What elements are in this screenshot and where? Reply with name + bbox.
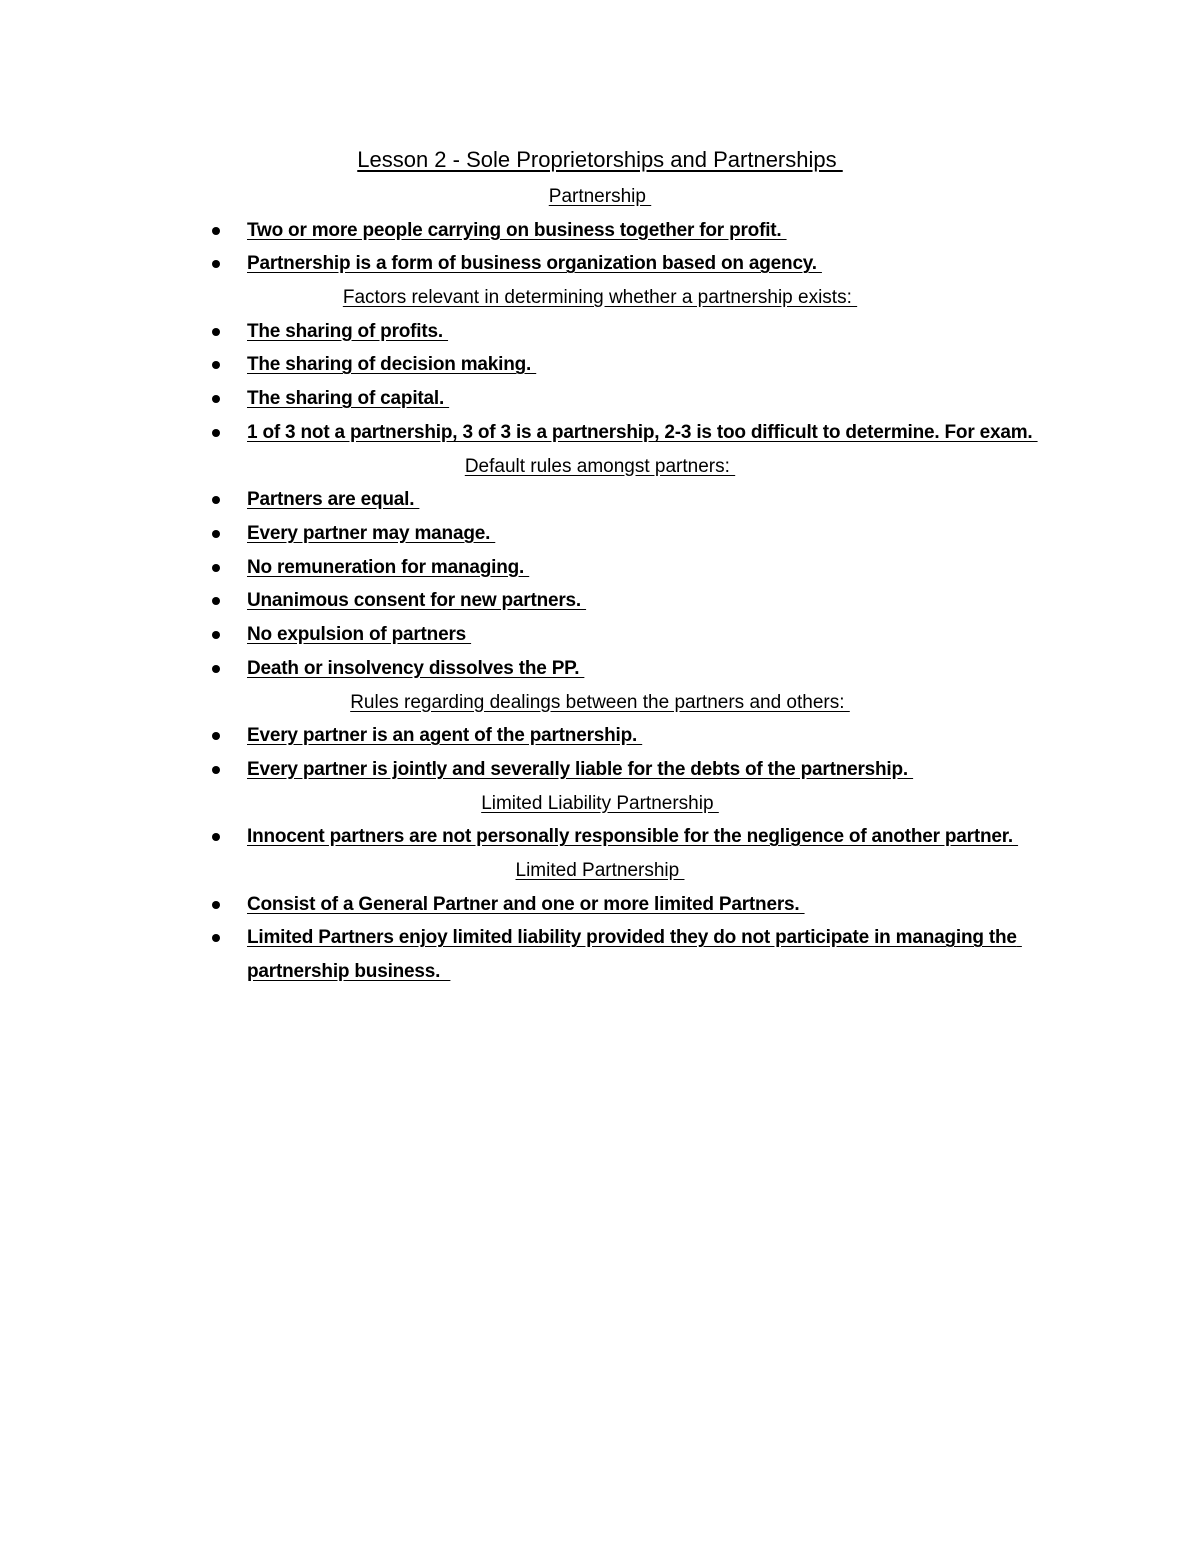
page-title: Lesson 2 - Sole Proprietorships and Partnerships <box>357 147 843 172</box>
list-item: The sharing of profits. <box>0 315 1200 349</box>
bullet-icon <box>212 564 220 572</box>
bullet-list-default-rules <box>0 483 1200 685</box>
bullet-icon <box>212 766 220 774</box>
bullet-icon <box>212 361 220 369</box>
bullet-icon <box>212 395 220 403</box>
bullet-list-dealings <box>0 719 1200 786</box>
list-item: Death or insolvency dissolves the PP. <box>0 652 1200 686</box>
list-item: Innocent partners are not personally responsible for the negligence of another partner. <box>0 820 1200 854</box>
bullet-list-lp <box>0 888 1200 989</box>
section-heading-default-rules: Default rules amongst partners: <box>464 455 736 477</box>
list-item: No expulsion of partners <box>0 618 1200 652</box>
bullet-icon <box>212 496 220 504</box>
list-item: Every partner may manage. <box>0 517 1200 551</box>
bullet-icon <box>212 665 220 673</box>
bullet-icon <box>212 833 220 841</box>
bullet-icon <box>212 732 220 740</box>
bullet-icon <box>212 597 220 605</box>
bullet-icon <box>212 631 220 639</box>
bullet-icon <box>212 260 220 268</box>
section-heading-factors: Factors relevant in determining whether a partnership exists: <box>342 287 858 309</box>
bullet-icon <box>212 328 220 336</box>
list-item: Partners are equal. <box>0 483 1200 517</box>
list-item: No remuneration for managing. <box>0 551 1200 585</box>
list-item: 1 of 3 not a partnership, 3 of 3 is a partnership, 2-3 is too difficult to determine. For exam. <box>0 416 1200 450</box>
section-heading-dealings: Rules regarding dealings between the partners and others: <box>350 691 850 713</box>
bullet-icon <box>212 901 220 909</box>
bullet-list-partnership <box>0 214 1200 281</box>
list-item: Limited Partners enjoy limited liability provided they do not participate in managing the partnership business. <box>0 921 1200 988</box>
list-item: Consist of a General Partner and one or more limited Partners. <box>0 888 1200 922</box>
list-item: Unanimous consent for new partners. <box>0 584 1200 618</box>
bullet-list-factors <box>0 315 1200 450</box>
bullet-list-llp <box>0 820 1200 854</box>
list-item: Every partner is an agent of the partnership. <box>0 719 1200 753</box>
list-item: Partnership is a form of business organization based on agency. <box>0 247 1200 281</box>
bullet-icon <box>212 227 220 235</box>
list-item: The sharing of decision making. <box>0 348 1200 382</box>
section-heading-lp: Limited Partnership <box>515 859 685 881</box>
list-item: Two or more people carrying on business together for profit. <box>0 214 1200 248</box>
bullet-icon <box>212 530 220 538</box>
list-item: Every partner is jointly and severally liable for the debts of the partnership. <box>0 753 1200 787</box>
document-body <box>0 180 1200 989</box>
list-item: The sharing of capital. <box>0 382 1200 416</box>
section-heading-partnership: Partnership <box>548 186 652 207</box>
bullet-icon <box>212 934 220 942</box>
section-heading-llp: Limited Liability Partnership <box>481 792 719 814</box>
bullet-icon <box>212 429 220 437</box>
